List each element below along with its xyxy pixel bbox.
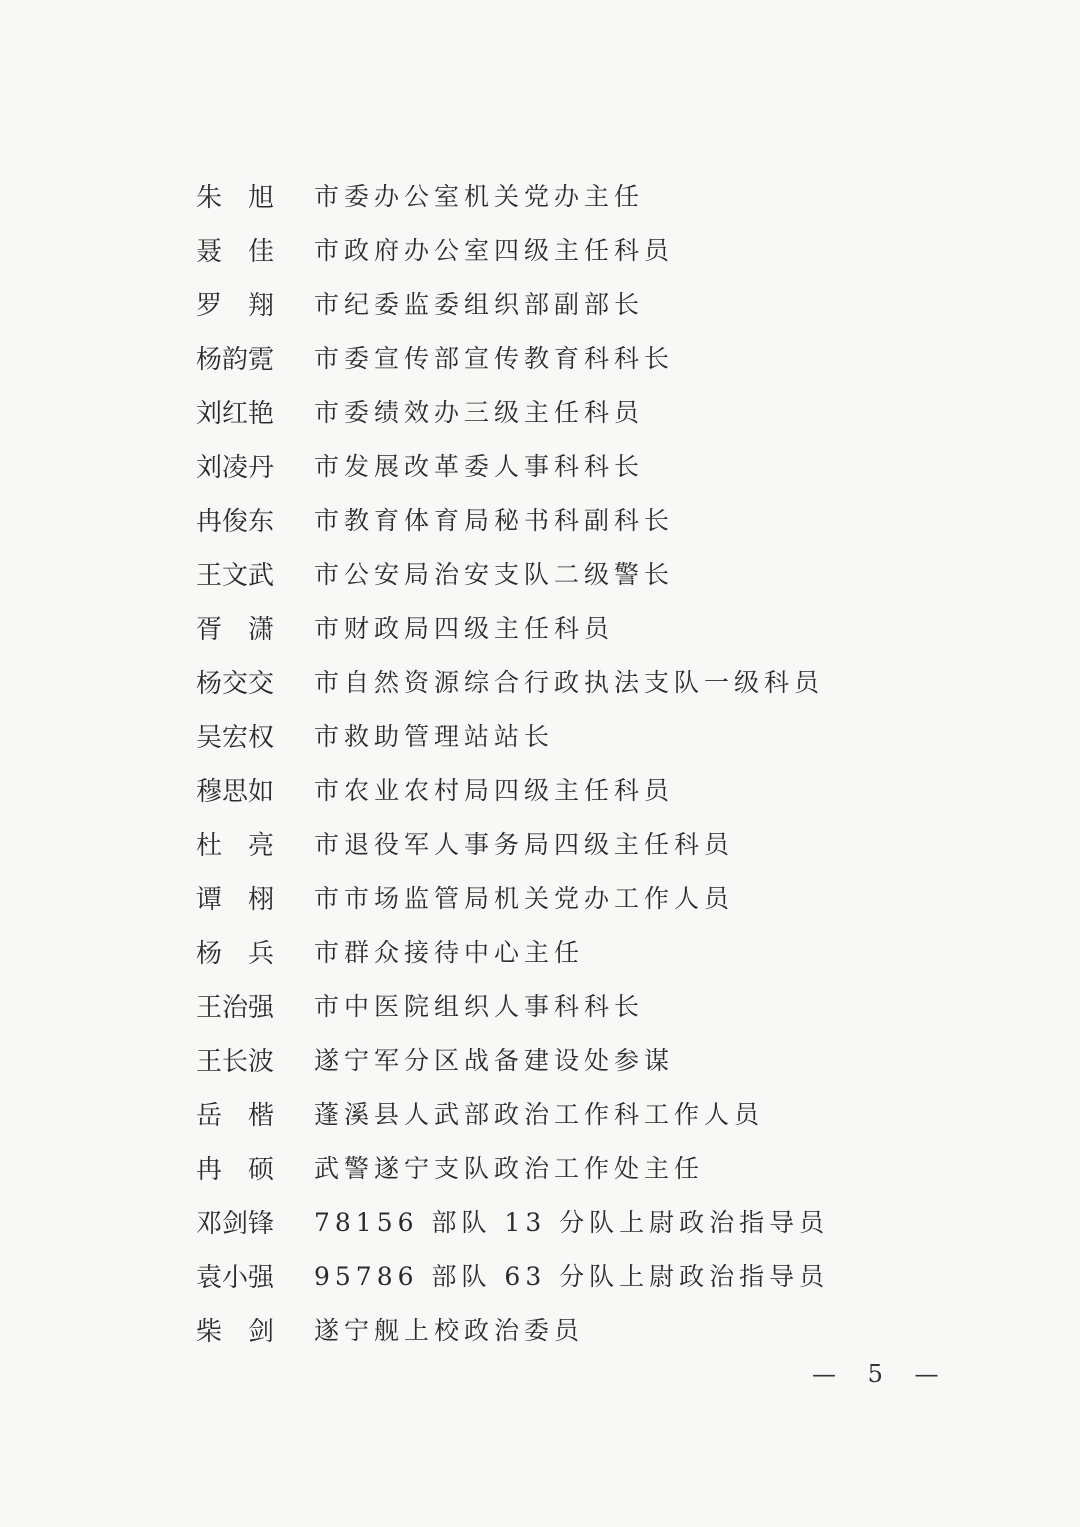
list-item: [196, 492, 836, 546]
list-item: [196, 330, 836, 384]
person-name: 杨韵霓: [196, 344, 275, 375]
person-name: 谭 栩: [196, 884, 275, 915]
person-name: 邓剑锋: [196, 1208, 275, 1239]
person-name: 罗 翔: [196, 290, 275, 321]
list-item: [196, 708, 836, 762]
person-title: 遂宁军分区战备建设处参谋: [314, 1046, 675, 1075]
person-title: 78156 部队 13 分队上尉政治指导员: [314, 1208, 830, 1237]
list-item: [196, 1086, 836, 1140]
person-name: 杜 亮: [196, 830, 275, 861]
person-title: 市纪委监委组织部副部长: [314, 290, 645, 319]
person-name: 王治强: [196, 992, 275, 1023]
person-title: 市政府办公室四级主任科员: [314, 236, 675, 265]
person-title: 市发展改革委人事科科长: [314, 452, 645, 481]
person-title: 市农业农村局四级主任科员: [314, 776, 675, 805]
name-list: [196, 168, 836, 1356]
person-title: 市市场监管局机关党办工作人员: [314, 884, 735, 913]
person-name: 杨交交: [196, 668, 275, 699]
person-name: 刘红艳: [196, 398, 275, 429]
person-title: 95786 部队 63 分队上尉政治指导员: [314, 1262, 830, 1291]
list-item: [196, 978, 836, 1032]
list-item: [196, 222, 836, 276]
person-title: 市教育体育局秘书科副科长: [314, 506, 675, 535]
person-name: 王文武: [196, 560, 275, 591]
person-title: 市财政局四级主任科员: [314, 614, 615, 643]
person-title: 遂宁舰上校政治委员: [314, 1316, 585, 1345]
list-item: [196, 1194, 836, 1248]
person-name: 刘凌丹: [196, 452, 275, 483]
list-item: [196, 168, 836, 222]
person-name: 王长波: [196, 1046, 275, 1077]
person-title: 市中医院组织人事科科长: [314, 992, 645, 1021]
person-title: 武警遂宁支队政治工作处主任: [314, 1154, 705, 1183]
person-title: 蓬溪县人武部政治工作科工作人员: [314, 1100, 765, 1129]
list-item: [196, 924, 836, 978]
list-item: [196, 870, 836, 924]
list-item: [196, 654, 836, 708]
list-item: [196, 600, 836, 654]
list-item: [196, 1302, 836, 1356]
person-title: 市救助管理站站长: [314, 722, 555, 751]
person-name: 聂 佳: [196, 236, 275, 267]
person-title: 市群众接待中心主任: [314, 938, 585, 967]
list-item: [196, 816, 836, 870]
person-title: 市退役军人事务局四级主任科员: [314, 830, 735, 859]
list-item: [196, 1032, 836, 1086]
person-name: 冉俊东: [196, 506, 275, 537]
list-item: [196, 276, 836, 330]
person-name: 穆思如: [196, 776, 275, 807]
person-name: 杨 兵: [196, 938, 275, 969]
list-item: [196, 762, 836, 816]
person-title: 市委办公室机关党办主任: [314, 182, 645, 211]
list-item: [196, 546, 836, 600]
person-title: 市公安局治安支队二级警长: [314, 560, 675, 589]
list-item: [196, 1140, 836, 1194]
list-item: [196, 438, 836, 492]
person-name: 吴宏权: [196, 722, 275, 753]
page-number: — 5 —: [812, 1360, 951, 1388]
person-name: 岳 楷: [196, 1100, 275, 1131]
person-name: 柴 剑: [196, 1316, 275, 1347]
list-item: [196, 1248, 836, 1302]
person-name: 冉 硕: [196, 1154, 275, 1185]
list-item: [196, 384, 836, 438]
person-name: 袁小强: [196, 1262, 275, 1293]
person-title: 市委宣传部宣传教育科科长: [314, 344, 675, 373]
person-title: 市自然资源综合行政执法支队一级科员: [314, 668, 825, 697]
person-title: 市委绩效办三级主任科员: [314, 398, 645, 427]
person-name: 朱 旭: [196, 182, 275, 213]
person-name: 胥 潇: [196, 614, 275, 645]
